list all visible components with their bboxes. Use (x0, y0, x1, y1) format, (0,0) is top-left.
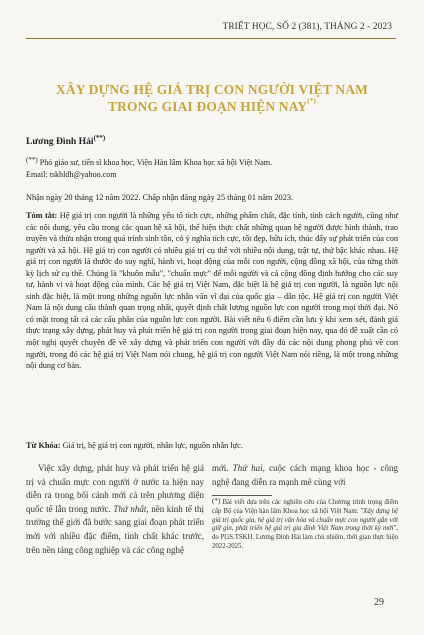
article-title-line-1: XÂY DỰNG HỆ GIÁ TRỊ CON NGƯỜI VIỆT NAM (56, 82, 368, 97)
affiliation-mark: (**) (26, 156, 38, 164)
body-left-paragraph-1: Việc xây dựng, phát huy và phát triển hệ giá trị và chuẩn mực con người ở nước ta hiện nay diễn ra trong bối cảnh mới cả trên phương diện quốc tế lẫn trong nước. (26, 463, 204, 514)
footnote-text-2: , do PGS.TSKH. Lương Đình Hải làm chủ nhiệm, thời gian thực hiện 2022-2025. (212, 525, 398, 550)
body-right-second: Thứ hai (232, 463, 263, 473)
abstract-label: Tóm tắt: (26, 211, 58, 220)
author-email: Email: tskhldh@yahoo.com (26, 170, 117, 179)
body-column-right (212, 462, 398, 489)
footnote-italic-title: "Xây dựng hệ giá trị quốc gia, hệ giá trị văn hóa và chuẩn mực con người gắn với giữ gìn, phát triển hệ giá trị gia đình Việt Nam trong thời kỳ mới" (212, 507, 398, 533)
author-footnote-mark: (**) (93, 134, 106, 142)
body-right-part-a: mới. (212, 463, 233, 473)
body-column-left (26, 462, 204, 557)
keywords (26, 440, 398, 452)
footnote-text-1: Bài viết dựa trên các nghiên cứu của Chương trình trọng điểm cấp Bộ của Viện hàn lâm Khoa học xã hội Việt Nam: (212, 499, 398, 515)
title-line-2-text: TRONG GIAI ĐOẠN HIỆN NAY (107, 99, 308, 114)
body-left-paragraph-2: , nền kinh tế thị trường thế giới đã bước sang giai đoạn phát triển mới với nhiều đặc điểm, tính chất khác trước, trên nền tảng công nghiệp và các công nghệ (26, 503, 204, 555)
running-header: TRIẾT HỌC, SỐ 2 (381), THÁNG 2 - 2023 (222, 22, 392, 32)
abstract-text: Hệ giá trị con người là những yếu tố tích cực, những phẩm chất, đặc tính, tính cách người, cũng như các nội dung, yêu cầu trong các quan hệ xã hội, thể hiện thực chất những quan hệ người được hình thành, trao truyền và thừa nhận trong quá trình sinh tồn, có ý nghĩa tích cực, tốt đẹp, hữu ích, thúc đẩy sự phát triển của con người và xã hội. Hệ giá trị con người có nhiều giá trị cụ thể với nhiều nội dung, trật tự, thứ bậc khác nhau. Hệ giá trị con người là thước đo suy nghĩ, hành vi, hoạt động của mỗi con người, cộng đồng xã hội, của từng thời kỳ lịch sử cụ thể. Chúng là "khuôn mẫu", "chuẩn mực" để mỗi người và cả cộng đồng định hướng cho các suy tư, hành vi và hoạt động của mình. Các hệ giá trị Việt Nam, đặc biệt là hệ giá trị con người, là nguồn lực nội sinh đặc biệt, là một trong những nguồn lực nhân văn vĩ đại của quốc gia – dân tộc. Hệ giá trị con người Việt Nam là nội dung cấu thành quan trọng nhất, quyết định chất lượng nguồn lực con người trong mọi thời đại. Nó có mặt trong tất cả các cấu phần của nguồn lực con người. Bài viết nêu 6 điểm cần lưu ý khi xem xét, đánh giá thực trạng xây dựng, phát huy và phát triển hệ giá trị con người trong giai đoạn hiện nay, qua đó đề xuất cần có một nghị quyết chuyên đề về xây dựng và phát triển con người với đầy đủ các nội dung phong phú về con người, trong đó các hệ giá trị Việt Nam nói chung, hệ giá trị con người Việt Nam nói riêng, là một trong những nội dung cơ bản. (26, 211, 399, 371)
article-title-line-2 (0, 99, 424, 115)
author-name (26, 136, 105, 147)
author-affiliation (26, 157, 398, 168)
title-footnote-mark: (*) (307, 97, 316, 105)
footnote (212, 499, 398, 552)
affiliation-text: Phó giáo sư, tiến sĩ khoa học, Viện Hàn lâm Khoa học xã hội Việt Nam. (39, 158, 273, 167)
body-left-first: Thứ nhất (113, 503, 147, 514)
author-name-text: Lương Đình Hải (26, 136, 94, 147)
keywords-label: Từ Khóa: (26, 441, 61, 450)
header-rule (26, 38, 396, 39)
abstract (26, 210, 398, 372)
keywords-text: Giá trị, hệ giá trị con người, nhân lực, nguồn nhân lực. (62, 441, 243, 450)
body-right-part-b: , cuộc cách mạng khoa học - công nghệ đang diễn ra mạnh mẽ cùng với (212, 463, 398, 487)
footnote-mark: (*) (212, 497, 221, 505)
footnote-rule (212, 495, 272, 496)
submission-dates: Nhận ngày 20 tháng 12 năm 2022. Chấp nhận đăng ngày 25 tháng 01 năm 2023. (26, 193, 294, 202)
page-number: 29 (374, 597, 384, 608)
